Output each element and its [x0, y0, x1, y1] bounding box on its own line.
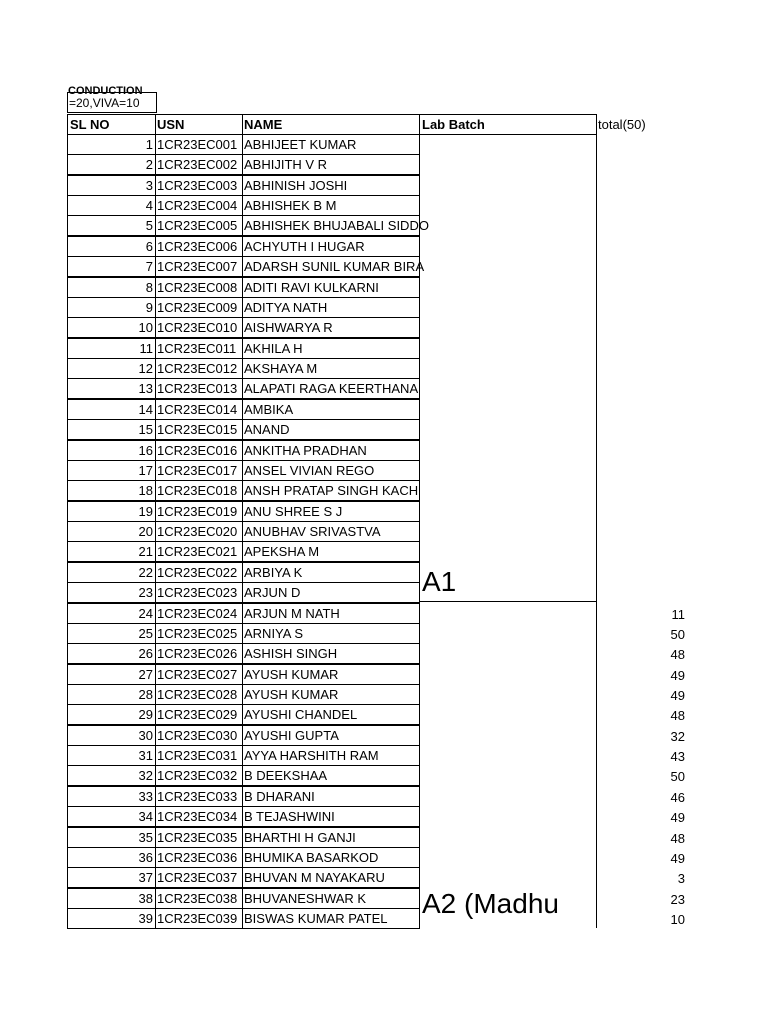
sl-no-cell[interactable]: 23	[67, 582, 156, 603]
marks-note-cut-text: CONDUCTION	[68, 85, 143, 97]
usn-cell[interactable]: 1CR23EC028	[155, 684, 243, 705]
sl-no-cell[interactable]: 30	[67, 725, 156, 746]
sl-no-cell[interactable]: 1	[67, 134, 156, 155]
usn-cell[interactable]: 1CR23EC004	[155, 195, 243, 216]
sl-no-cell[interactable]: 9	[67, 297, 156, 318]
usn-cell[interactable]: 1CR23EC016	[155, 440, 243, 461]
total-cell[interactable]: 49	[670, 668, 685, 683]
sl-no-cell[interactable]: 11	[67, 338, 156, 359]
sl-no-cell[interactable]: 6	[67, 236, 156, 257]
total-cell[interactable]: 48	[670, 708, 685, 723]
sl-no-cell[interactable]: 13	[67, 378, 156, 399]
total-cell[interactable]: 49	[670, 688, 685, 703]
name-cell[interactable]: AKHILA H	[242, 338, 420, 359]
name-cell[interactable]: BHUVAN M NAYAKARU	[242, 867, 420, 888]
name-cell[interactable]: ABHISHEK B M	[242, 195, 420, 216]
sl-no-cell[interactable]: 16	[67, 440, 156, 461]
name-cell[interactable]: ABHINISH JOSHI	[242, 175, 420, 196]
total-cell[interactable]: 49	[670, 851, 685, 866]
name-cell[interactable]: ANSH PRATAP SINGH KACH	[242, 480, 420, 501]
sl-no-cell[interactable]: 33	[67, 786, 156, 807]
usn-cell[interactable]: 1CR23EC006	[155, 236, 243, 257]
total-cell[interactable]: 48	[670, 647, 685, 662]
lab-batch-a2-label: A2 (Madhu	[422, 888, 559, 919]
sl-no-cell[interactable]: 19	[67, 501, 156, 522]
name-cell[interactable]: ANSEL VIVIAN REGO	[242, 460, 420, 481]
name-cell[interactable]: ARJUN D	[242, 582, 420, 603]
usn-cell[interactable]: 1CR23EC001	[155, 134, 243, 155]
name-cell[interactable]: ANUBHAV SRIVASTVA	[242, 521, 420, 542]
usn-cell[interactable]: 1CR23EC013	[155, 378, 243, 399]
name-cell[interactable]: ANU SHREE S J	[242, 501, 420, 522]
sl-no-cell[interactable]: 4	[67, 195, 156, 216]
sl-no-cell[interactable]: 15	[67, 419, 156, 440]
sl-no-cell[interactable]: 18	[67, 480, 156, 501]
usn-cell[interactable]: 1CR23EC010	[155, 317, 243, 338]
sl-no-cell[interactable]: 14	[67, 399, 156, 420]
total-cell[interactable]: 43	[670, 749, 685, 764]
header-sl-no[interactable]: SL NO	[67, 114, 156, 135]
name-cell[interactable]: AYUSH KUMAR	[242, 664, 420, 685]
name-cell[interactable]: ADITYA NATH	[242, 297, 420, 318]
total-cell[interactable]: 48	[670, 831, 685, 846]
usn-cell[interactable]: 1CR23EC012	[155, 358, 243, 379]
usn-cell[interactable]: 1CR23EC035	[155, 827, 243, 848]
usn-cell[interactable]: 1CR23EC018	[155, 480, 243, 501]
total-cell[interactable]: 32	[670, 729, 685, 744]
usn-cell[interactable]: 1CR23EC027	[155, 664, 243, 685]
usn-cell[interactable]: 1CR23EC009	[155, 297, 243, 318]
sl-no-cell[interactable]: 12	[67, 358, 156, 379]
marks-note-text: =20,VIVA=10	[69, 96, 140, 110]
usn-cell[interactable]: 1CR23EC011	[155, 338, 243, 359]
name-cell[interactable]: AISHWARYA R	[242, 317, 420, 338]
sl-no-cell[interactable]: 20	[67, 521, 156, 542]
name-cell[interactable]: AKSHAYA M	[242, 358, 420, 379]
usn-cell[interactable]: 1CR23EC031	[155, 745, 243, 766]
name-cell[interactable]: AMBIKA	[242, 399, 420, 420]
usn-cell[interactable]: 1CR23EC019	[155, 501, 243, 522]
name-cell[interactable]: AYUSHI GUPTA	[242, 725, 420, 746]
sl-no-cell[interactable]: 35	[67, 827, 156, 848]
sl-no-cell[interactable]: 21	[67, 541, 156, 562]
sl-no-cell[interactable]: 22	[67, 562, 156, 583]
sl-no-cell[interactable]: 17	[67, 460, 156, 481]
sl-no-cell[interactable]: 5	[67, 215, 156, 236]
usn-cell[interactable]: 1CR23EC037	[155, 867, 243, 888]
total-cell[interactable]: 3	[677, 871, 685, 886]
name-cell[interactable]: ASHISH SINGH	[242, 643, 420, 664]
usn-cell[interactable]: 1CR23EC014	[155, 399, 243, 420]
name-cell[interactable]: AYUSHI CHANDEL	[242, 704, 420, 725]
header-lab-batch[interactable]: Lab Batch	[419, 114, 597, 135]
name-cell[interactable]: ACHYUTH I HUGAR	[242, 236, 420, 257]
header-usn[interactable]: USN	[155, 114, 243, 135]
sl-no-cell[interactable]: 8	[67, 277, 156, 298]
usn-cell[interactable]: 1CR23EC024	[155, 603, 243, 624]
usn-cell[interactable]: 1CR23EC032	[155, 765, 243, 786]
name-cell[interactable]: AYYA HARSHITH RAM	[242, 745, 420, 766]
usn-cell[interactable]: 1CR23EC017	[155, 460, 243, 481]
name-cell[interactable]: ARNIYA S	[242, 623, 420, 644]
name-cell[interactable]: ANAND	[242, 419, 420, 440]
name-cell[interactable]: ANKITHA PRADHAN	[242, 440, 420, 461]
usn-cell[interactable]: 1CR23EC036	[155, 847, 243, 868]
total-cell[interactable]: 46	[670, 790, 685, 805]
usn-cell[interactable]: 1CR23EC025	[155, 623, 243, 644]
sl-no-cell[interactable]: 24	[67, 603, 156, 624]
usn-cell[interactable]: 1CR23EC015	[155, 419, 243, 440]
sl-no-cell[interactable]: 26	[67, 643, 156, 664]
usn-cell[interactable]: 1CR23EC023	[155, 582, 243, 603]
sl-no-cell[interactable]: 3	[67, 175, 156, 196]
usn-cell[interactable]: 1CR23EC034	[155, 806, 243, 827]
sl-no-cell[interactable]: 27	[67, 664, 156, 685]
usn-cell[interactable]: 1CR23EC005	[155, 215, 243, 236]
usn-cell[interactable]: 1CR23EC038	[155, 888, 243, 909]
total-cell[interactable]: 23	[670, 892, 685, 907]
header-name[interactable]: NAME	[242, 114, 420, 135]
sl-no-cell[interactable]: 34	[67, 806, 156, 827]
usn-cell[interactable]: 1CR23EC020	[155, 521, 243, 542]
usn-cell[interactable]: 1CR23EC026	[155, 643, 243, 664]
usn-cell[interactable]: 1CR23EC002	[155, 154, 243, 175]
lab-batch-a1-label: A1	[422, 566, 457, 597]
total-cell[interactable]: 11	[671, 607, 685, 622]
sl-no-cell[interactable]: 7	[67, 256, 156, 277]
sl-no-cell[interactable]: 31	[67, 745, 156, 766]
name-cell[interactable]: APEKSHA M	[242, 541, 420, 562]
name-cell[interactable]: BHARTHI H GANJI	[242, 827, 420, 848]
name-cell[interactable]: B DEEKSHAA	[242, 765, 420, 786]
header-total[interactable]: total(50)	[598, 117, 646, 132]
name-cell[interactable]: AYUSH KUMAR	[242, 684, 420, 705]
lab-batch-a1-cell[interactable]	[420, 134, 597, 602]
sl-no-cell[interactable]: 10	[67, 317, 156, 338]
name-cell[interactable]: B DHARANI	[242, 786, 420, 807]
sl-no-cell[interactable]: 36	[67, 847, 156, 868]
usn-cell[interactable]: 1CR23EC021	[155, 541, 243, 562]
usn-cell[interactable]: 1CR23EC007	[155, 256, 243, 277]
name-cell[interactable]: ABHIJITH V R	[242, 154, 420, 175]
name-cell[interactable]: ARJUN M NATH	[242, 603, 420, 624]
sl-no-cell[interactable]: 28	[67, 684, 156, 705]
name-cell[interactable]: BISWAS KUMAR PATEL	[242, 908, 420, 929]
total-cell[interactable]: 50	[670, 627, 685, 642]
lab-batch-a2-cell[interactable]	[420, 602, 597, 928]
total-cell[interactable]: 10	[670, 912, 685, 927]
name-cell[interactable]: BHUVANESHWAR K	[242, 888, 420, 909]
total-cell[interactable]: 50	[670, 769, 685, 784]
sl-no-cell[interactable]: 39	[67, 908, 156, 929]
usn-cell[interactable]: 1CR23EC030	[155, 725, 243, 746]
name-cell[interactable]: ADITI RAVI KULKARNI	[242, 277, 420, 298]
usn-cell[interactable]: 1CR23EC008	[155, 277, 243, 298]
sl-no-cell[interactable]: 38	[67, 888, 156, 909]
usn-cell[interactable]: 1CR23EC029	[155, 704, 243, 725]
name-cell[interactable]: ABHISHEK BHUJABALI SIDDO	[242, 215, 420, 236]
usn-cell[interactable]: 1CR23EC003	[155, 175, 243, 196]
sl-no-cell[interactable]: 2	[67, 154, 156, 175]
name-cell[interactable]: ADARSH SUNIL KUMAR BIRA	[242, 256, 420, 277]
total-cell[interactable]: 49	[670, 810, 685, 825]
name-cell[interactable]: ARBIYA K	[242, 562, 420, 583]
usn-cell[interactable]: 1CR23EC039	[155, 908, 243, 929]
usn-cell[interactable]: 1CR23EC033	[155, 786, 243, 807]
sl-no-cell[interactable]: 32	[67, 765, 156, 786]
name-cell[interactable]: ALAPATI RAGA KEERTHANA	[242, 378, 420, 399]
sl-no-cell[interactable]: 37	[67, 867, 156, 888]
name-cell[interactable]: BHUMIKA BASARKOD	[242, 847, 420, 868]
name-cell[interactable]: B TEJASHWINI	[242, 806, 420, 827]
usn-cell[interactable]: 1CR23EC022	[155, 562, 243, 583]
sl-no-cell[interactable]: 29	[67, 704, 156, 725]
name-cell[interactable]: ABHIJEET KUMAR	[242, 134, 420, 155]
marks-note-cell[interactable]	[67, 85, 157, 113]
sl-no-cell[interactable]: 25	[67, 623, 156, 644]
